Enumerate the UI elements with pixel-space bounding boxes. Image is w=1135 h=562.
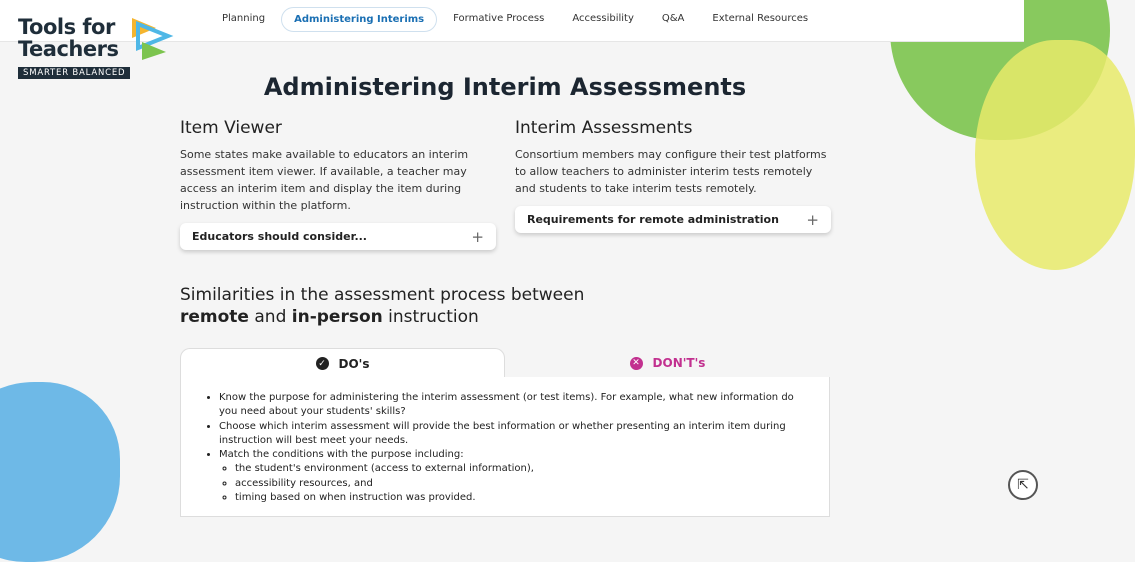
tab-dos[interactable] — [180, 348, 505, 378]
similarities-heading — [180, 284, 584, 328]
item-viewer-section — [180, 118, 496, 214]
plus-icon: + — [806, 210, 819, 229]
nav-administering-interims[interactable]: Administering Interims — [281, 7, 437, 32]
list-item: • Choose which interim assessment will provide the best information or whether presenting an interim item during instruction will best meet your needs. — [219, 420, 809, 449]
educators-consider-accordion[interactable] — [180, 223, 496, 250]
item-viewer-heading: Item Viewer — [180, 118, 282, 138]
tab-dos-label: DO's — [338, 356, 370, 371]
list-item-text: Match the conditions with the purpose including: — [219, 449, 464, 461]
sub-list-item: ◦ timing based on when instruction was provided. — [235, 491, 809, 505]
nav-external-resources[interactable]: External Resources — [712, 13, 809, 24]
interim-assessments-section — [515, 118, 831, 197]
similarities-line-1: Similarities in the assessment process between — [180, 285, 585, 305]
logo-line-1: Tools for — [18, 15, 115, 39]
conditions-sublist — [219, 462, 809, 505]
instruction-label: instruction — [388, 307, 479, 327]
sub-list-item: ◦ the student's environment (access to external information), — [235, 462, 809, 476]
nav-formative-process[interactable]: Formative Process — [453, 13, 545, 24]
interim-assessments-heading: Interim Assessments — [515, 118, 693, 138]
list-item — [219, 448, 809, 505]
tab-donts-label: DON'T's — [652, 356, 706, 370]
and-label: and — [254, 307, 287, 327]
in-person-label: in-person — [291, 307, 383, 327]
dos-donts-tabs — [180, 348, 830, 378]
logo-line-2: Teachers — [18, 37, 119, 61]
dos-panel — [180, 377, 830, 517]
x-circle-icon: ✕ — [630, 357, 643, 370]
item-viewer-body: Some states make available to educators an interim assessment item viewer. If available, a teacher may access an interim item and display the item during instruction within the platform. — [180, 148, 469, 212]
sub-list-item: ◦ accessibility resources, and — [235, 477, 809, 491]
logo-badge: SMARTER BALANCED — [18, 67, 130, 79]
arrow-up-icon: ⇱ — [1017, 477, 1029, 493]
decorative-blue-blob — [0, 382, 120, 562]
nav-accessibility[interactable]: Accessibility — [572, 13, 634, 24]
main-nav — [210, 7, 824, 32]
scroll-to-top-button[interactable] — [1008, 470, 1038, 500]
tab-donts[interactable] — [505, 348, 830, 378]
interim-assessments-body: Consortium members may configure their test platforms to allow teachers to administer interim tests remotely and students to take interim tests remotely. — [515, 148, 827, 195]
similarities-line-2 — [180, 306, 584, 328]
page-title: Administering Interim Assessments — [263, 73, 747, 101]
accordion-label: Educators should consider... — [192, 230, 367, 243]
plus-icon: + — [471, 227, 484, 246]
remote-requirements-accordion[interactable] — [515, 206, 831, 233]
accordion-label: Requirements for remote administration — [527, 213, 779, 226]
check-circle-icon: ✓ — [316, 357, 329, 370]
remote-label: remote — [180, 307, 249, 327]
dos-list — [203, 391, 809, 505]
nav-qa[interactable]: Q&A — [661, 13, 685, 24]
list-item: • Know the purpose for administering the interim assessment (or test items). For example, what new information do you need about your students' skills? — [219, 391, 809, 420]
play-arrows-icon — [130, 16, 176, 62]
nav-planning[interactable]: Planning — [222, 13, 266, 24]
